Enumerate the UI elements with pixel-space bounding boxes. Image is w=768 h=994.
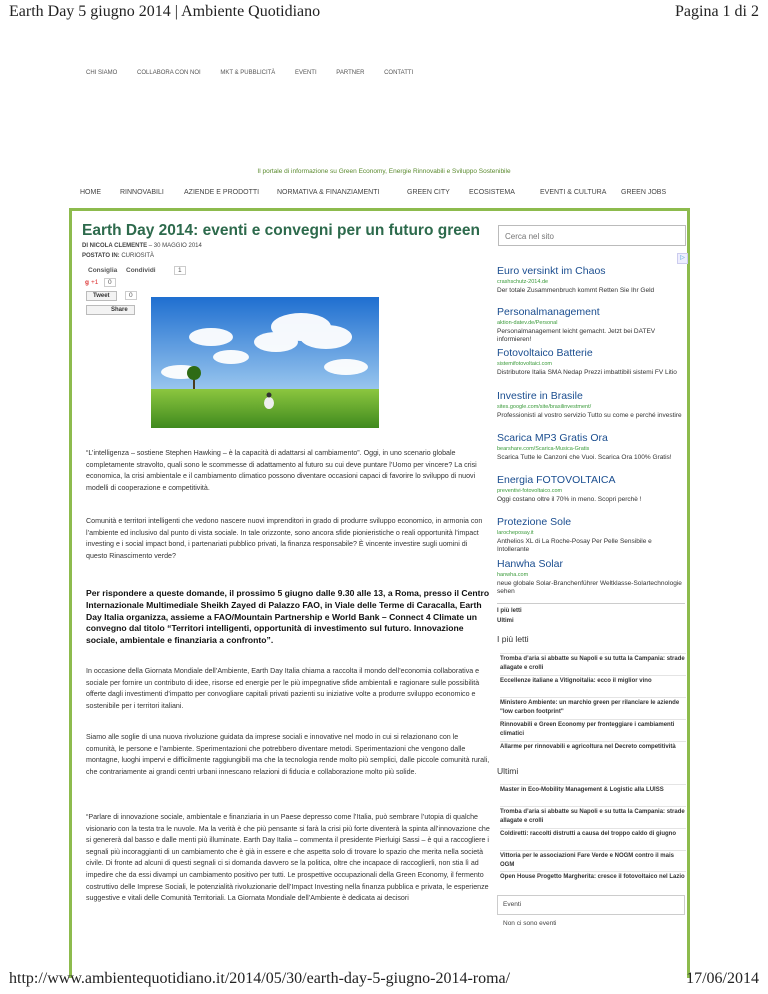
print-header	[0, 0, 768, 26]
ad-6[interactable]	[497, 474, 685, 504]
article-paragraph-3: Per rispondere a queste domande, il prossimo 5 giugno dalle 9.30 alle 13, a Roma, presso il Centro Internazionale Multimediale Sheikh Zayed di Palazzo FAO, in Viale delle Terme di Caracalla, Earth Day Italia organizza, assieme a FAO/Mountain Partnership e World Bank – Connect 4 Climate un convegno dal titolo “Territori intelligenti, opportunità di investimento sul futuro. Innovazione sociale, ambientale e finanziaria a confronto”.	[86, 588, 490, 646]
nav-rinnovabili[interactable]: RINNOVABILI	[120, 189, 164, 196]
nav-normativa[interactable]: NORMATIVA & FINANZIAMENTI	[277, 189, 380, 196]
ad-description: Personalmanagement leicht gemacht. Jetzt bei DATEV informieren!	[497, 328, 656, 343]
ad-4[interactable]	[497, 390, 685, 420]
piu-letti-heading: I più letti	[497, 634, 529, 644]
article-hero-image	[151, 297, 379, 428]
topnav-chi-siamo[interactable]: CHI SIAMO	[86, 70, 118, 76]
article-paragraph-4: In occasione della Giornata Mondiale dell’Ambiente, Earth Day Italia chiama a raccolta il mondo dell’economia collaborativa e sociale per fornire un contributo di idee, risorse ed energie per le più impegnative sfide ambientali e ragionare sulle possibilità offerte dagli investimenti d’impatto per convogliare capitali privati pazienti su iniziative volte a produrre sviluppo economico e sostenibile per i territori italiani.	[86, 667, 480, 710]
ad-2[interactable]	[497, 306, 685, 344]
adchoices-icon[interactable]: ▷	[677, 253, 688, 264]
search-input[interactable]	[499, 228, 681, 245]
top-nav	[86, 70, 431, 76]
ad-url[interactable]: bearshare.com/Scarica-Musica-Gratis	[497, 446, 590, 452]
article-paragraph-2: Comunità e territori intelligenti che vedono nascere nuovi imprenditori in grado di produrre sviluppo economico, in armonia con l’ambiente ed inclusivo dal punto di vista sociale. In tale orizzonte, sono ancora sfide pionieristiche o reali opportunità l’impact investing e i social impact bond, i partenariati pubblico privati, la finanza responsabile? È vincente investire sugli uomini di questo Rinascimento verde?	[86, 517, 483, 560]
ad-title[interactable]: Protezione Sole	[497, 516, 572, 528]
hero-illustration	[151, 297, 379, 428]
gplus-icon[interactable]: g	[85, 279, 89, 286]
ad-url[interactable]: hanwha.com	[497, 572, 529, 578]
article-paragraph-6: “Parlare di innovazione sociale, ambientale e finanziaria in un Paese depresso come l’Italia, può sembrare l’utopia di qualche visionario con la testa tra le nuvole. Ma la verità è che più pensante si farà la crisi più forte diventerà la spinta all’innovazione che si genererà dal basso e dalle menti più illuminate. Earth Day Italia – commenta il presidente Pierluigi Sassi – è qui a raccogliere i segnali più incoraggianti di un cambiamento che è già in essere e che aspetta solo di trovare lo spazio che merita nella società civile. Di fronte ad alcuni di questi segnali ci si domanda davvero se la politica, oltre che incapace di raccoglierli, non stia lì ad impedire che da essi divampi un cambiamento positivo per tutti. Le prospettive occupazionali della Green Economy, il fermento costruttivo delle Imprese Sociali, le potenzialità rivoluzionarie dell’Impact Investing nella finanza pubblica e privata, le esperienze suggestive e vitali delle Comunità Territoriali. La Giornata Mondiale dell’Ambiente è dedicata ai decisori	[86, 813, 490, 903]
eventi-box	[497, 895, 685, 915]
ultimi-item[interactable]: Tromba d’aria si abbatte su Napoli e su tutta la Campania: strade allagate e crolli	[500, 806, 686, 825]
article-paragraph-1: “L’intelligenza – sostiene Stephen Hawking – è la capacità di adattarsi al cambiamento”. Oggi, in uno scenario globale completamente stravolto, quali sono le scommesse di adattamento al futuro su cui deve puntare l’Uomo per vincere? La crisi economica, la crisi ambientale e il cambiamento climatico possono diventare occasioni capaci di favorire lo sviluppo di nuovi modelli di cooperazione e competitività.	[86, 449, 477, 492]
tab-piu-letti[interactable]: I più letti	[497, 608, 522, 614]
piu-letti-item[interactable]: Rinnovabili e Green Economy per fronteggiare i cambiamenti climatici	[500, 719, 686, 738]
nav-eventi-cultura[interactable]: EVENTI & CULTURA	[540, 189, 607, 196]
piu-letti-item[interactable]: Tromba d’aria si abbatte su Napoli e su tutta la Campania: strade allagate e crolli	[500, 653, 686, 672]
print-page-number: Pagina 1 di 2	[675, 3, 759, 20]
nav-aziende[interactable]: AZIENDE E PRODOTTI	[184, 189, 260, 196]
nav-green-city[interactable]: GREEN CITY	[407, 189, 450, 196]
topnav-collabora[interactable]: COLLABORA CON NOI	[137, 70, 201, 76]
category-link[interactable]: CURIOSITÀ	[121, 253, 155, 259]
search-box	[498, 225, 686, 246]
ad-title[interactable]: Euro versinkt im Chaos	[497, 265, 606, 277]
article-author[interactable]: NICOLA CLEMENTE	[89, 243, 148, 249]
facebook-like-button[interactable]: Consiglia	[88, 267, 118, 274]
print-date: 17/06/2014	[686, 970, 759, 987]
posted-label: POSTATO IN:	[82, 253, 120, 259]
ad-description: neue globale Solar-Branchenführer Weltklasse-Solartechnologie sehen	[497, 580, 682, 595]
article-category	[82, 253, 490, 259]
ultimi-item[interactable]: Open House Progetto Margherita: cresce il fotovoltaico nel Lazio	[500, 871, 686, 882]
ad-url[interactable]: aktion-datev.de/Personal	[497, 320, 558, 326]
eventi-empty: Non ci sono eventi	[503, 920, 557, 927]
ad-description: Scarica Tutte le Canzoni che Vuoi. Scarica Ora 100% Gratis!	[497, 454, 672, 461]
tab-ultimi[interactable]: Ultimi	[497, 618, 514, 624]
gplus-count: 0	[104, 278, 116, 287]
ultimi-item[interactable]: Coldiretti: raccolti distrutti a causa del troppo caldo di giugno	[500, 828, 686, 839]
ad-1[interactable]	[497, 265, 685, 295]
ad-8[interactable]	[497, 558, 685, 596]
nav-green-jobs[interactable]: GREEN JOBS	[621, 189, 667, 196]
topnav-eventi[interactable]: EVENTI	[294, 70, 317, 76]
ad-description: Anthelios XL di La Roche-Posay Per Pelle Sensibile e Intollerante	[497, 538, 652, 553]
ad-title[interactable]: Personalmanagement	[497, 306, 600, 318]
popular-tabs	[497, 603, 685, 630]
facebook-share-button[interactable]: Condividi	[126, 267, 156, 274]
linkedin-share-button[interactable]: Share	[86, 305, 135, 315]
byline-prefix: DI	[82, 243, 88, 249]
article-paragraph-5: Siamo alle soglie di una nuova rivoluzione guidata da imprese sociali e innovative nel modo in cui si relazionano con le comunità, le persone e l’ambiente. Sperimentazioni che potrebbero diventare metodi. Sperimentazioni che vengono dalle montagne, luoghi impervi e difficilmente raggiungibili ma che la tecnologia rende molto più semplici, dalle piccole comunità rurali, che contrariamente ai grandi centri urbani innescano relazioni di fiducia e collaborazione molto più solide.	[86, 733, 490, 776]
tweet-button[interactable]: Tweet	[86, 291, 117, 301]
ad-title[interactable]: Scarica MP3 Gratis Ora	[497, 432, 608, 444]
nav-ecosistema[interactable]: ECOSISTEMA	[469, 189, 515, 196]
ad-url[interactable]: sistemifotovoltaici.com	[497, 361, 553, 367]
piu-letti-item[interactable]: Ministero Ambiente: un marchio green per rilanciare le aziende "low carbon footprint"	[500, 697, 686, 716]
ad-title[interactable]: Hanwha Solar	[497, 558, 563, 570]
topnav-partner[interactable]: PARTNER	[336, 70, 365, 76]
print-url: http://www.ambientequotidiano.it/2014/05/30/earth-day-5-giugno-2014-roma/	[9, 970, 511, 987]
print-footer	[0, 968, 768, 994]
topnav-contatti[interactable]: CONTATTI	[384, 70, 414, 76]
ultimi-item[interactable]: Master in Eco-Mobility Management & Logistic alla LUISS	[500, 784, 686, 795]
ultimi-heading: Ultimi	[497, 766, 519, 776]
ultimi-item[interactable]: Vittoria per le associazioni Fare Verde e NOGM contro il mais OGM	[500, 850, 686, 869]
article-byline	[82, 243, 490, 249]
piu-letti-item[interactable]: Allarme per rinnovabili e agricoltura nel Decreto competitività	[500, 741, 686, 752]
ad-title[interactable]: Fotovoltaico Batterie	[497, 347, 593, 359]
tweet-count: 0	[125, 291, 137, 300]
ad-url[interactable]: crashschutz-2014.de	[497, 279, 549, 285]
ad-url[interactable]: sites.google.com/site/brasilinvestment/	[497, 404, 592, 410]
ad-description: Distributore Italia SMA Nedap Prezzi imbattibili sistemi FV Litio	[497, 369, 677, 376]
ad-title[interactable]: Investire in Brasile	[497, 390, 583, 402]
ad-url[interactable]: larocheposay.it	[497, 530, 534, 536]
ad-3[interactable]	[497, 347, 685, 377]
nav-home[interactable]: HOME	[80, 189, 101, 196]
topnav-mkt[interactable]: MKT & PUBBLICITÀ	[220, 70, 276, 76]
ad-description: Der totale Zusammenbruch kommt Retten Sie Ihr Geld	[497, 287, 655, 294]
piu-letti-item[interactable]: Eccellenze italiane a Vitignoitalia: ecco il miglior vino	[500, 675, 686, 686]
print-header-title: Earth Day 5 giugno 2014 | Ambiente Quotidiano	[9, 3, 321, 20]
ad-title[interactable]: Energia FOTOVOLTAICA	[497, 474, 616, 486]
ad-7[interactable]	[497, 516, 685, 554]
eventi-label: Eventi	[503, 901, 522, 908]
gplus-button[interactable]: +1	[91, 279, 99, 286]
ad-url[interactable]: preventivi-fotovoltaico.com	[497, 488, 563, 494]
article-date: – 30 MAGGIO 2014	[148, 243, 202, 249]
site-tagline: Il portale di informazione su Green Economy, Energie Rinnovabili e Sviluppo Sostenibile	[257, 168, 511, 175]
ad-5[interactable]	[497, 432, 685, 462]
ad-description: Oggi costano oltre il 70% in meno. Scopri perchè !	[497, 496, 642, 503]
article-title[interactable]: Earth Day 2014: eventi e convegni per un futuro green	[82, 222, 480, 239]
share-count: 1	[174, 266, 186, 275]
ad-description: Professionisti al vostro servizio Tutto su come e perché investire	[497, 412, 682, 419]
